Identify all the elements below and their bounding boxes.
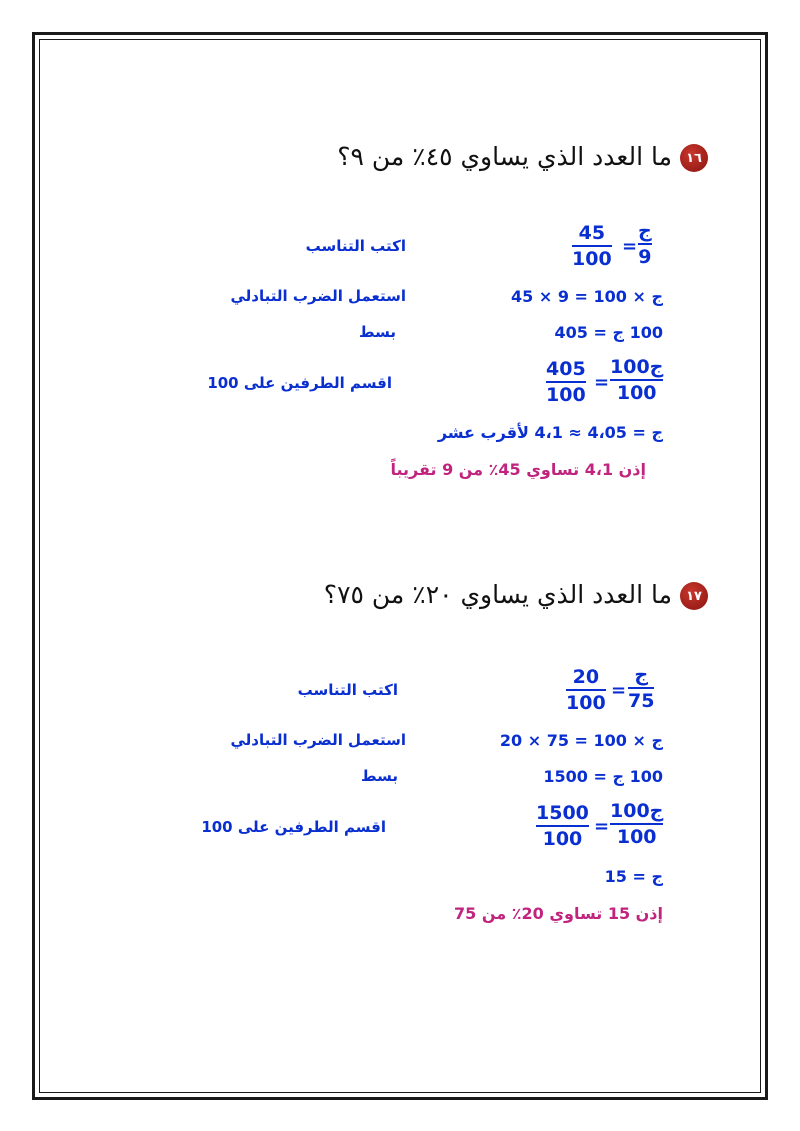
page-frame-inner bbox=[39, 39, 761, 1093]
fraction-rhs bbox=[566, 666, 606, 714]
conclusion-text: إذن 15 تساوي 20٪ من 75 bbox=[454, 904, 663, 923]
step-label-cross-multiply: استعمل الضرب التبادلي bbox=[230, 731, 406, 749]
fraction-bar bbox=[572, 245, 612, 247]
fraction-numerator: 405 bbox=[546, 358, 586, 380]
fraction-bar bbox=[610, 379, 663, 381]
fraction-lhs bbox=[610, 356, 663, 404]
fraction-denominator: 100 bbox=[542, 828, 583, 850]
fraction-bar bbox=[638, 243, 652, 245]
fraction-rhs bbox=[536, 802, 589, 850]
equation-cross-multiply: ج × 100 = 75 × 20 bbox=[499, 731, 663, 750]
fraction-bar bbox=[566, 689, 606, 691]
fraction-denominator: 100 bbox=[572, 248, 612, 270]
fraction-lhs bbox=[610, 800, 663, 848]
fraction-denominator: 9 bbox=[638, 246, 652, 268]
fraction-denominator: 100 bbox=[546, 384, 586, 406]
fraction-denominator: 100 bbox=[616, 826, 657, 848]
equals-sign: = bbox=[594, 372, 610, 393]
equation-result: ج = 4،05 ≈ 4،1 لأقرب عشر bbox=[437, 423, 663, 442]
equation-simplify: 100 ج = 405 bbox=[554, 323, 663, 342]
fraction-lhs bbox=[638, 220, 652, 268]
step-label-divide: اقسم الطرفين على 100 bbox=[207, 374, 392, 392]
conclusion-text: إذن 4،1 تساوي 45٪ من 9 تقريباً bbox=[390, 460, 646, 479]
step-label-simplify: بسط bbox=[359, 323, 396, 341]
equals-sign: = bbox=[594, 816, 610, 837]
step-label-proportion: اكتب التناسب bbox=[305, 237, 406, 255]
fraction-numerator: 20 bbox=[572, 666, 600, 688]
fraction-bar bbox=[546, 381, 586, 383]
fraction-numerator: 100ج bbox=[610, 800, 664, 822]
fraction-lhs bbox=[628, 664, 654, 712]
fraction-denominator: 100 bbox=[616, 382, 657, 404]
fraction-numerator: 1500 bbox=[536, 802, 589, 824]
fraction-numerator: 45 bbox=[578, 222, 606, 244]
question-text: ما العدد الذي يساوي ٢٠٪ من ٧٥؟ bbox=[323, 580, 672, 609]
problem-number-badge: ١٧ bbox=[680, 582, 708, 610]
equals-sign: = bbox=[622, 236, 638, 257]
equals-sign: = bbox=[611, 680, 627, 701]
fraction-numerator: ج bbox=[638, 220, 652, 242]
question-text: ما العدد الذي يساوي ٤٥٪ من ٩؟ bbox=[337, 142, 672, 171]
fraction-denominator: 100 bbox=[566, 692, 606, 714]
fraction-numerator: ج bbox=[634, 664, 649, 686]
step-label-cross-multiply: استعمل الضرب التبادلي bbox=[230, 287, 406, 305]
fraction-bar bbox=[628, 687, 654, 689]
fraction-rhs bbox=[546, 358, 586, 406]
fraction-bar bbox=[610, 823, 663, 825]
problem-number-badge: ١٦ bbox=[680, 144, 708, 172]
fraction-numerator: 100ج bbox=[610, 356, 664, 378]
step-label-simplify: بسط bbox=[361, 767, 398, 785]
step-label-proportion: اكتب التناسب bbox=[297, 681, 398, 699]
fraction-bar bbox=[536, 825, 589, 827]
step-label-divide: اقسم الطرفين على 100 bbox=[201, 818, 386, 836]
fraction-rhs bbox=[572, 222, 612, 270]
fraction-denominator: 75 bbox=[628, 690, 655, 712]
equation-result: ج = 15 bbox=[604, 867, 663, 886]
equation-simplify: 100 ج = 1500 bbox=[543, 767, 663, 786]
equation-cross-multiply: ج × 100 = 9 × 45 bbox=[511, 287, 663, 306]
